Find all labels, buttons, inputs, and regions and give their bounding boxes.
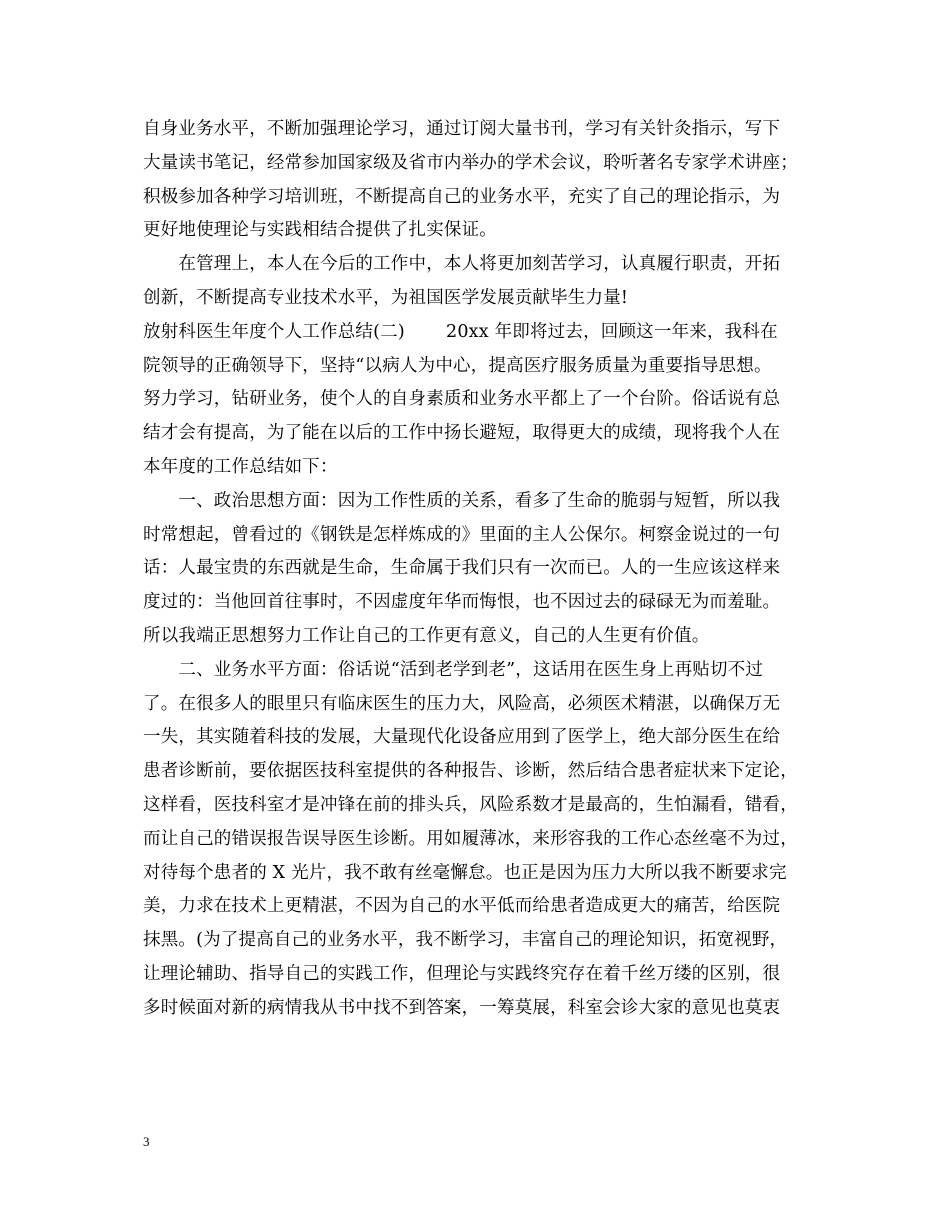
text-line: 努力学习，钻研业务，使个人的自身素质和业务水平都上了一个台阶。俗话说有总 — [143, 389, 781, 410]
text-line: 让理论辅助、指导自己的实践工作，但理论与实践终究存在着千丝万缕的区别，很 — [143, 963, 781, 984]
text-line: 了。在很多人的眼里只有临床医生的压力大，风险高，必须医术精湛，以确保万无 — [143, 693, 781, 714]
text-line: 这样看，医技科室才是冲锋在前的排头兵，风险系数才是最高的，生怕漏看，错看， — [143, 794, 798, 815]
text-line: 患者诊断前，要依据医技科室提供的各种报告、诊断，然后结合患者症状来下定论， — [143, 761, 798, 782]
text-line: 结才会有提高，为了能在以后的工作中扬长避短，取得更大的成绩，现将我个人在 — [143, 423, 781, 444]
text-line: 自身业务水平，不断加强理论学习，通过订阅大量书刊，学习有关针灸指示，写下 — [143, 119, 781, 139]
text-line: 多时候面对新的病情我从书中找不到答案，一筹莫展，科室会诊大家的意见也莫衷 — [143, 997, 781, 1018]
text-line: 创新，不断提高专业技术水平，为祖国医学发展贡献毕生力量! — [143, 287, 629, 308]
text-line: 大量读书笔记，经常参加国家级及省市内举办的学术会议，聆听著名专家学术讲座； — [143, 152, 798, 173]
text-line: 在管理上，本人在今后的工作中，本人将更加刻苦学习，认真履行职责，开拓 — [143, 254, 781, 275]
page-number: 3 — [143, 1134, 150, 1149]
text-line: 而让自己的错误报告误导医生诊断。用如履薄冰，来形容我的工作心态丝毫不为过， — [143, 828, 798, 849]
text-line: 度过的：当他回首往事时，不因虚度年华而悔恨，也不因过去的碌碌无为而羞耻。 — [143, 592, 781, 613]
text-line: 院领导的正确领导下，坚持“以病人为中心，提高医疗服务质量为重要指导思想。 — [143, 355, 772, 376]
text-line: 美，力求在技术上更精湛，不因为自己的水平低而给患者造成更大的痛苦，给医院 — [143, 896, 781, 917]
text-line: 所以我端正思想努力工作让自己的工作更有意义，自己的人生更有价值。 — [143, 625, 710, 646]
text-line: 一、政治思想方面：因为工作性质的关系，看多了生命的脆弱与短暂，所以我 — [143, 490, 781, 511]
text-line: 本年度的工作总结如下： — [143, 456, 338, 477]
text-line: 二、业务水平方面：俗话说“活到老学到老”，这话用在医生身上再贴切不过 — [143, 659, 764, 680]
text-line: 对待每个患者的 X 光片，我不敢有丝毫懈怠。也正是因为压力大所以我不断要求完 — [143, 862, 787, 883]
text-line: 话：人最宝贵的东西就是生命，生命属于我们只有一次而已。人的一生应该这样来 — [143, 558, 781, 579]
text-line: 一失，其实随着科技的发展，大量现代化设备应用到了医学上，绝大部分医生在给 — [143, 727, 781, 748]
text-line: 更好地使理论与实践相结合提供了扎实保证。 — [143, 220, 497, 241]
text-line: 积极参加各种学习培训班，不断提高自己的业务水平，充实了自己的理论指示，为 — [143, 186, 781, 207]
body-text — [143, 113, 823, 1026]
text-line: 抹黑。(为了提高自己的业务水平，我不断学习，丰富自己的理论知识，拓宽视野， — [143, 930, 788, 951]
section-heading-line: 放射科医生年度个人工作总结(二) 20xx 年即将过去，回顾这一年来，我科在 — [143, 321, 778, 342]
text-line: 时常想起，曾看过的《钢铁是怎样炼成的》里面的主人公保尔。柯察金说过的一句 — [143, 524, 781, 545]
